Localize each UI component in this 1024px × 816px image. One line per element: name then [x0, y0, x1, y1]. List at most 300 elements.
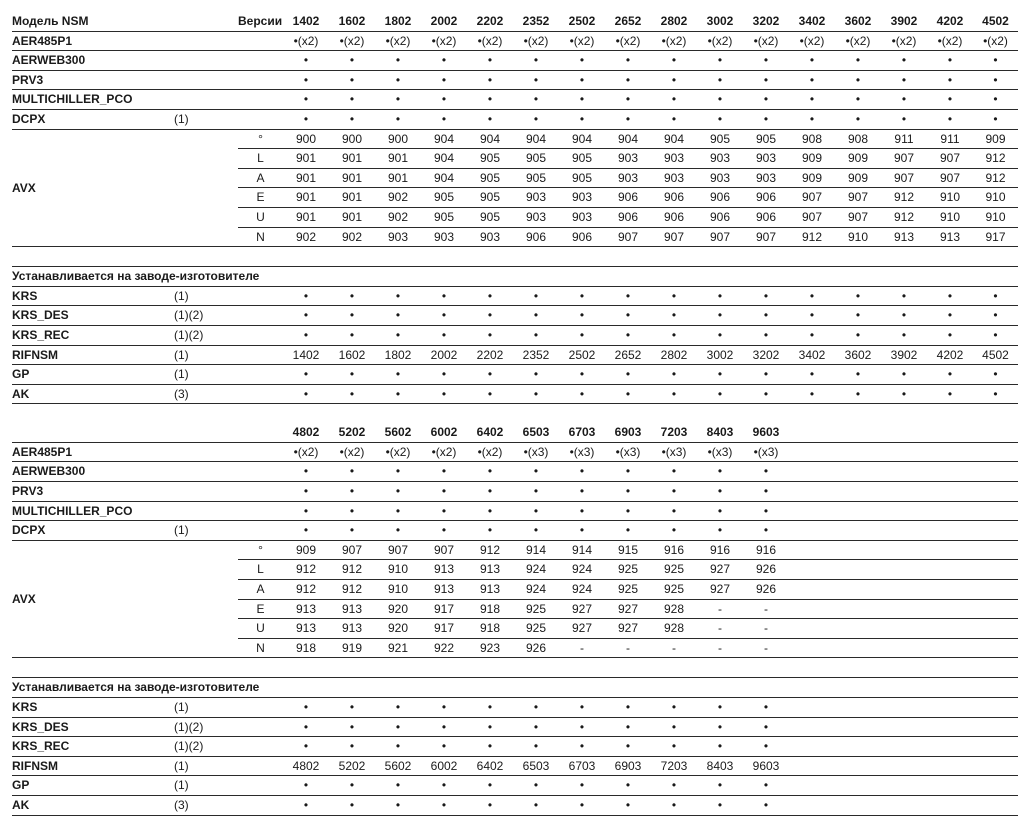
row-aer485p1: [12, 31, 1018, 51]
value-cell: •: [513, 737, 559, 757]
value-cell: •: [651, 501, 697, 521]
empty-cell: [835, 698, 881, 718]
empty-cell: [881, 580, 927, 600]
value-cell: 916: [743, 540, 789, 560]
value-cell: -: [651, 638, 697, 658]
value-cell: •: [697, 90, 743, 110]
value-cell: 918: [467, 599, 513, 619]
accessory-name: KRS_DES: [12, 717, 174, 737]
value-cell: •: [559, 717, 605, 737]
empty-cell: [927, 638, 973, 658]
empty-cell: [881, 638, 927, 658]
value-cell: 8403: [697, 756, 743, 776]
accessory-name: AER485P1: [12, 31, 174, 51]
value-cell: 905: [559, 168, 605, 188]
empty-cell: [973, 737, 1018, 757]
row-rifnsm: [12, 345, 1018, 365]
value-cell: •: [559, 501, 605, 521]
empty-cell: [927, 737, 973, 757]
value-cell: •: [697, 70, 743, 90]
value-cell: •: [329, 501, 375, 521]
value-cell: •: [559, 90, 605, 110]
empty-cell: [927, 717, 973, 737]
value-cell: •: [697, 521, 743, 541]
footnote-ref: (1)(2): [174, 737, 238, 757]
value-cell: 6402: [467, 756, 513, 776]
value-cell: 2352: [513, 12, 559, 31]
value-cell: 905: [513, 149, 559, 169]
value-cell: •(x2): [283, 442, 329, 462]
value-cell: 906: [651, 188, 697, 208]
value-cell: 903: [375, 227, 421, 247]
value-cell: •: [605, 795, 651, 815]
value-cell: 909: [973, 129, 1018, 149]
version-cell: [238, 521, 283, 541]
value-cell: 903: [513, 207, 559, 227]
version-cell: [238, 51, 283, 71]
value-cell: •: [467, 70, 513, 90]
value-cell: 906: [743, 188, 789, 208]
value-cell: •: [651, 70, 697, 90]
value-cell: •: [513, 717, 559, 737]
value-cell: •(x2): [973, 31, 1018, 51]
value-cell: 901: [283, 168, 329, 188]
empty-cell: [927, 580, 973, 600]
empty-cell: [881, 521, 927, 541]
value-cell: •: [559, 795, 605, 815]
value-cell: •: [651, 462, 697, 482]
gap-cell: [283, 658, 329, 678]
value-cell: •: [743, 90, 789, 110]
gap-cell: [605, 404, 651, 424]
value-cell: •: [421, 384, 467, 404]
version-cell: [238, 286, 283, 306]
value-cell: •(x2): [697, 31, 743, 51]
value-cell: •: [421, 717, 467, 737]
value-cell: •(x2): [467, 442, 513, 462]
value-cell: •: [927, 70, 973, 90]
accessory-name: MULTICHILLER_PCO: [12, 90, 174, 110]
value-cell: 907: [881, 168, 927, 188]
value-cell: •: [651, 51, 697, 71]
value-cell: •: [697, 795, 743, 815]
value-cell: •: [467, 717, 513, 737]
version-cell: [238, 70, 283, 90]
value-cell: 5602: [375, 756, 421, 776]
value-cell: 927: [559, 619, 605, 639]
value-cell: •: [651, 795, 697, 815]
gap-cell: [12, 658, 174, 678]
value-cell: •: [329, 482, 375, 502]
value-cell: •: [973, 306, 1018, 326]
gap-cell: [789, 404, 835, 424]
value-cell: •: [421, 737, 467, 757]
value-cell: 913: [881, 227, 927, 247]
value-cell: •: [513, 90, 559, 110]
gap-cell: [238, 658, 283, 678]
value-cell: 916: [651, 540, 697, 560]
value-cell: •: [927, 109, 973, 129]
value-cell: •: [559, 698, 605, 718]
value-cell: 901: [329, 207, 375, 227]
value-cell: 6903: [605, 423, 651, 442]
value-cell: 903: [697, 149, 743, 169]
value-cell: -: [743, 619, 789, 639]
value-cell: •: [651, 90, 697, 110]
value-cell: •: [283, 776, 329, 796]
value-cell: 912: [973, 149, 1018, 169]
value-cell: 6402: [467, 423, 513, 442]
empty-cell: [927, 540, 973, 560]
value-cell: •: [513, 462, 559, 482]
footnote-ref: [174, 501, 238, 521]
value-cell: •: [605, 737, 651, 757]
empty-cell: [927, 560, 973, 580]
value-cell: 914: [559, 540, 605, 560]
empty-cell: [973, 560, 1018, 580]
value-cell: •: [881, 384, 927, 404]
value-cell: 901: [329, 188, 375, 208]
value-cell: 910: [375, 580, 421, 600]
value-cell: 927: [697, 580, 743, 600]
empty-cell: [789, 442, 835, 462]
value-cell: 907: [927, 168, 973, 188]
factory-heading-row: [12, 678, 1018, 698]
model-header-row: [12, 12, 1018, 31]
value-cell: •: [375, 325, 421, 345]
accessory-name: GP: [12, 776, 174, 796]
value-cell: •: [513, 365, 559, 385]
accessory-name: RIFNSM: [12, 756, 174, 776]
value-cell: 2652: [605, 345, 651, 365]
value-cell: 903: [513, 188, 559, 208]
value-cell: •: [927, 286, 973, 306]
value-cell: •: [743, 286, 789, 306]
value-cell: 903: [559, 207, 605, 227]
gap-cell: [697, 247, 743, 267]
value-cell: •: [467, 737, 513, 757]
value-cell: •: [835, 286, 881, 306]
value-cell: 902: [375, 188, 421, 208]
gap-cell: [329, 658, 375, 678]
value-cell: 905: [421, 207, 467, 227]
value-cell: •: [927, 90, 973, 110]
gap-cell: [238, 247, 283, 267]
empty-cell: [881, 540, 927, 560]
empty-cell: [973, 638, 1018, 658]
gap-cell: [283, 404, 329, 424]
value-cell: 924: [559, 580, 605, 600]
value-cell: •: [421, 51, 467, 71]
value-cell: 904: [421, 129, 467, 149]
value-cell: •: [697, 365, 743, 385]
value-cell: •: [835, 90, 881, 110]
value-cell: •: [329, 306, 375, 326]
value-cell: 925: [513, 619, 559, 639]
version-cell: [238, 109, 283, 129]
value-cell: 6002: [421, 756, 467, 776]
value-cell: 907: [651, 227, 697, 247]
value-cell: 3602: [835, 345, 881, 365]
value-cell: 905: [559, 149, 605, 169]
empty-cell: [927, 619, 973, 639]
value-cell: 900: [375, 129, 421, 149]
value-cell: •: [973, 365, 1018, 385]
value-cell: 924: [513, 560, 559, 580]
value-cell: •: [651, 737, 697, 757]
value-cell: •: [513, 776, 559, 796]
value-cell: 2002: [421, 12, 467, 31]
value-cell: •: [375, 306, 421, 326]
value-cell: •: [283, 795, 329, 815]
empty-cell: [789, 521, 835, 541]
value-cell: •: [559, 776, 605, 796]
empty-cell: [927, 423, 973, 442]
value-cell: 907: [789, 188, 835, 208]
value-cell: •: [743, 109, 789, 129]
value-cell: 910: [375, 560, 421, 580]
accessory-name: PRV3: [12, 70, 174, 90]
version-cell: [238, 795, 283, 815]
value-cell: 913: [467, 580, 513, 600]
value-cell: 906: [697, 207, 743, 227]
gap-cell: [467, 247, 513, 267]
empty-cell: [927, 756, 973, 776]
gap-cell: [513, 658, 559, 678]
value-cell: 906: [559, 227, 605, 247]
value-cell: •: [467, 286, 513, 306]
row-dcpx: [12, 109, 1018, 129]
value-cell: •: [513, 795, 559, 815]
value-cell: 3002: [697, 12, 743, 31]
value-cell: 909: [283, 540, 329, 560]
empty-cell: [789, 619, 835, 639]
empty-cell: [789, 423, 835, 442]
footnote-ref: (1): [174, 365, 238, 385]
value-cell: •: [283, 521, 329, 541]
value-cell: •: [329, 776, 375, 796]
gap-cell: [973, 247, 1018, 267]
value-cell: 904: [605, 129, 651, 149]
empty-cell: [927, 521, 973, 541]
gap-cell: [329, 404, 375, 424]
value-cell: •: [927, 325, 973, 345]
value-cell: 904: [513, 129, 559, 149]
empty-cell: [927, 462, 973, 482]
value-cell: 900: [283, 129, 329, 149]
value-cell: •: [605, 306, 651, 326]
footnote-ref: (1): [174, 286, 238, 306]
value-cell: •: [559, 51, 605, 71]
value-cell: •: [559, 521, 605, 541]
avx-row: [12, 129, 1018, 149]
value-cell: •: [559, 306, 605, 326]
value-cell: •: [881, 90, 927, 110]
value-cell: •: [559, 70, 605, 90]
value-cell: 906: [697, 188, 743, 208]
value-cell: 909: [835, 149, 881, 169]
value-cell: •: [881, 306, 927, 326]
value-cell: 5602: [375, 423, 421, 442]
header-spacer: [174, 12, 238, 31]
value-cell: •: [513, 51, 559, 71]
value-cell: •(x2): [605, 31, 651, 51]
version-code: °: [238, 540, 283, 560]
empty-cell: [789, 462, 835, 482]
value-cell: •(x2): [881, 31, 927, 51]
value-cell: •(x2): [835, 31, 881, 51]
value-cell: •: [375, 384, 421, 404]
value-cell: 906: [743, 207, 789, 227]
value-cell: •: [375, 462, 421, 482]
value-cell: •(x3): [651, 442, 697, 462]
value-cell: 919: [329, 638, 375, 658]
value-cell: •: [697, 698, 743, 718]
value-cell: 909: [789, 168, 835, 188]
value-cell: •: [835, 365, 881, 385]
value-cell: •: [927, 384, 973, 404]
empty-cell: [927, 482, 973, 502]
value-cell: 910: [973, 188, 1018, 208]
value-cell: •: [973, 90, 1018, 110]
gap-cell: [835, 247, 881, 267]
value-cell: •: [743, 384, 789, 404]
section-gap: [12, 247, 1018, 267]
value-cell: •: [513, 70, 559, 90]
gap-cell: [973, 658, 1018, 678]
value-cell: 903: [605, 149, 651, 169]
section-gap: [12, 658, 1018, 678]
value-cell: •: [421, 482, 467, 502]
value-cell: •: [375, 286, 421, 306]
value-cell: 903: [743, 168, 789, 188]
gap-cell: [651, 247, 697, 267]
value-cell: 2202: [467, 12, 513, 31]
value-cell: •: [881, 325, 927, 345]
value-cell: 905: [467, 207, 513, 227]
value-cell: •: [513, 286, 559, 306]
value-cell: 905: [467, 149, 513, 169]
version-cell: [238, 345, 283, 365]
value-cell: 907: [329, 540, 375, 560]
accessory-name: DCPX: [12, 521, 174, 541]
value-cell: 3202: [743, 12, 789, 31]
value-cell: •: [467, 795, 513, 815]
model-header-row: [12, 423, 1018, 442]
value-cell: 917: [421, 619, 467, 639]
empty-cell: [881, 795, 927, 815]
value-cell: 921: [375, 638, 421, 658]
value-cell: •: [605, 286, 651, 306]
value-cell: •(x2): [329, 31, 375, 51]
value-cell: 4502: [973, 12, 1018, 31]
empty-cell: [973, 717, 1018, 737]
value-cell: •: [743, 70, 789, 90]
value-cell: •: [651, 698, 697, 718]
value-cell: 7203: [651, 423, 697, 442]
value-cell: •: [421, 286, 467, 306]
version-code: A: [238, 580, 283, 600]
row-rifnsm: [12, 756, 1018, 776]
gap-cell: [467, 404, 513, 424]
value-cell: •: [283, 325, 329, 345]
header-spacer: [238, 423, 283, 442]
value-cell: •: [329, 365, 375, 385]
value-cell: •: [743, 482, 789, 502]
value-cell: •: [467, 384, 513, 404]
gap-cell: [697, 404, 743, 424]
value-cell: 926: [743, 580, 789, 600]
value-cell: 907: [697, 227, 743, 247]
empty-cell: [973, 580, 1018, 600]
empty-cell: [789, 501, 835, 521]
value-cell: •: [697, 109, 743, 129]
value-cell: •: [421, 698, 467, 718]
value-cell: •: [329, 325, 375, 345]
value-cell: •: [743, 698, 789, 718]
value-cell: 912: [973, 168, 1018, 188]
row-krs-rec: [12, 737, 1018, 757]
value-cell: 907: [835, 188, 881, 208]
value-cell: 2802: [651, 12, 697, 31]
value-cell: •: [467, 482, 513, 502]
value-cell: •: [421, 795, 467, 815]
value-cell: 8403: [697, 423, 743, 442]
value-cell: •: [697, 737, 743, 757]
footnote-ref: (1): [174, 698, 238, 718]
empty-cell: [881, 737, 927, 757]
accessory-name: AK: [12, 384, 174, 404]
empty-cell: [835, 482, 881, 502]
gap-cell: [513, 404, 559, 424]
accessory-name: PRV3: [12, 482, 174, 502]
value-cell: 925: [513, 599, 559, 619]
value-cell: 904: [559, 129, 605, 149]
accessory-name: AERWEB300: [12, 51, 174, 71]
row-multichiller-pco: [12, 90, 1018, 110]
empty-cell: [973, 795, 1018, 815]
value-cell: •: [421, 365, 467, 385]
value-cell: 912: [329, 580, 375, 600]
value-cell: 6703: [559, 423, 605, 442]
value-cell: 4202: [927, 345, 973, 365]
version-code: E: [238, 599, 283, 619]
value-cell: •: [513, 384, 559, 404]
row-krs-des: [12, 306, 1018, 326]
value-cell: •: [789, 90, 835, 110]
value-cell: 900: [329, 129, 375, 149]
value-cell: •: [559, 737, 605, 757]
value-cell: 6503: [513, 423, 559, 442]
value-cell: •: [743, 501, 789, 521]
value-cell: 922: [421, 638, 467, 658]
empty-cell: [973, 462, 1018, 482]
value-cell: 906: [513, 227, 559, 247]
value-cell: 901: [329, 149, 375, 169]
value-cell: 918: [283, 638, 329, 658]
empty-cell: [973, 698, 1018, 718]
factory-installed-heading: Устанавливается на заводе-изготовителе: [12, 678, 1018, 698]
value-cell: •: [835, 306, 881, 326]
empty-cell: [973, 540, 1018, 560]
value-cell: •: [513, 109, 559, 129]
value-cell: •: [329, 70, 375, 90]
empty-cell: [881, 482, 927, 502]
value-cell: 904: [421, 168, 467, 188]
row-dcpx: [12, 521, 1018, 541]
value-cell: -: [559, 638, 605, 658]
header-spacer: [12, 423, 174, 442]
